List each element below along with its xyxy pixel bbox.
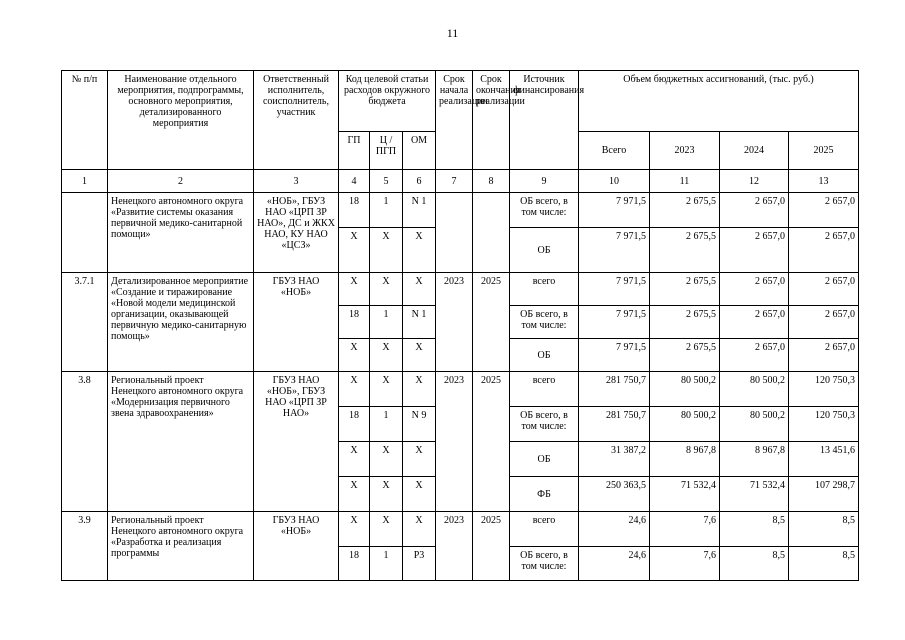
measure-name: Ненецкого автономного округа «Развитие системы оказания первичной медико-санитарной помощи» — [108, 193, 254, 273]
code-cpgp: Х — [370, 512, 403, 547]
amount-total: 7 971,5 — [579, 306, 650, 339]
amount-2025: 2 657,0 — [789, 339, 859, 372]
end-year: 2025 — [473, 512, 510, 581]
funding-source: ОБ всего, в том числе: — [510, 547, 579, 581]
page-number: 11 — [446, 26, 459, 40]
column-number: 8 — [473, 170, 510, 193]
amount-2025: 2 657,0 — [789, 273, 859, 306]
funding-source: всего — [510, 273, 579, 306]
amount-total: 7 971,5 — [579, 193, 650, 228]
responsible: «НОБ», ГБУЗ НАО «ЦРП ЗР НАО», ДС и ЖКХ НАО, КУ НАО «ЦСЗ» — [254, 193, 339, 273]
code-om: Р3 — [403, 547, 436, 581]
code-gp: Х — [339, 372, 370, 407]
row-number: 3.9 — [62, 512, 108, 581]
column-number-row — [62, 170, 859, 193]
code-cpgp: 1 — [370, 547, 403, 581]
code-om: Х — [403, 372, 436, 407]
funding-source: ФБ — [510, 477, 579, 512]
code-cpgp: 1 — [370, 306, 403, 339]
table-row — [62, 512, 859, 547]
code-om: Х — [403, 512, 436, 547]
budget-table — [61, 70, 859, 581]
amount-2023: 2 675,5 — [650, 228, 720, 273]
code-gp: 18 — [339, 407, 370, 442]
column-number: 7 — [436, 170, 473, 193]
amount-total: 7 971,5 — [579, 228, 650, 273]
amount-2023: 2 675,5 — [650, 273, 720, 306]
measure-name: Детализированное мероприятие «Создание и тиражирование «Новой модели медицинской организации, оказывающей первичную медико-санитарную помощь» — [108, 273, 254, 372]
measure-name: Региональный проект Ненецкого автономного округа «Модернизация первичного звена здравоохранения» — [108, 372, 254, 512]
code-cpgp: Х — [370, 477, 403, 512]
code-gp: Х — [339, 477, 370, 512]
amount-2024: 8,5 — [720, 547, 789, 581]
code-cpgp: Х — [370, 442, 403, 477]
measure-name: Региональный проект Ненецкого автономного округа «Разработка и реализация программы — [108, 512, 254, 581]
column-number: 2 — [108, 170, 254, 193]
header-2024: 2024 — [720, 132, 789, 170]
table-row — [62, 372, 859, 407]
header-end: Срок окончания реализации — [473, 71, 510, 170]
header-cpgp: Ц / ПГП — [370, 132, 403, 170]
amount-2024: 71 532,4 — [720, 477, 789, 512]
amount-2023: 80 500,2 — [650, 407, 720, 442]
code-cpgp: Х — [370, 372, 403, 407]
code-gp: 18 — [339, 306, 370, 339]
amount-2024: 8 967,8 — [720, 442, 789, 477]
header-start: Срок начала реализации — [436, 71, 473, 170]
row-number: 3.8 — [62, 372, 108, 512]
amount-total: 24,6 — [579, 547, 650, 581]
code-cpgp: 1 — [370, 407, 403, 442]
column-number: 10 — [579, 170, 650, 193]
end-year: 2025 — [473, 372, 510, 512]
column-number: 5 — [370, 170, 403, 193]
column-number: 3 — [254, 170, 339, 193]
code-om: Х — [403, 477, 436, 512]
funding-source: ОБ всего, в том числе: — [510, 193, 579, 228]
end-year: 2025 — [473, 273, 510, 372]
code-gp: 18 — [339, 547, 370, 581]
amount-total: 281 750,7 — [579, 407, 650, 442]
end-year — [473, 193, 510, 273]
responsible: ГБУЗ НАО «НОБ», ГБУЗ НАО «ЦРП ЗР НАО» — [254, 372, 339, 512]
code-gp: Х — [339, 273, 370, 306]
amount-2025: 120 750,3 — [789, 407, 859, 442]
column-number: 11 — [650, 170, 720, 193]
header-no: № п/п — [62, 71, 108, 170]
amount-2023: 2 675,5 — [650, 339, 720, 372]
amount-2025: 2 657,0 — [789, 306, 859, 339]
row-number: 3.7.1 — [62, 273, 108, 372]
amount-2024: 2 657,0 — [720, 339, 789, 372]
amount-2023: 80 500,2 — [650, 372, 720, 407]
amount-2025: 107 298,7 — [789, 477, 859, 512]
amount-total: 7 971,5 — [579, 339, 650, 372]
header-2023: 2023 — [650, 132, 720, 170]
code-om: N 1 — [403, 193, 436, 228]
header-volume: Объем бюджетных ассигнований, (тыс. руб.) — [579, 71, 859, 132]
responsible: ГБУЗ НАО «НОБ» — [254, 512, 339, 581]
amount-total: 281 750,7 — [579, 372, 650, 407]
amount-total: 250 363,5 — [579, 477, 650, 512]
code-gp: Х — [339, 228, 370, 273]
amount-2023: 7,6 — [650, 512, 720, 547]
amount-2025: 8,5 — [789, 512, 859, 547]
funding-source: ОБ всего, в том числе: — [510, 407, 579, 442]
amount-2025: 2 657,0 — [789, 193, 859, 228]
header-2025: 2025 — [789, 132, 859, 170]
code-gp: Х — [339, 339, 370, 372]
funding-source: всего — [510, 512, 579, 547]
responsible: ГБУЗ НАО «НОБ» — [254, 273, 339, 372]
header-om: ОМ — [403, 132, 436, 170]
amount-2024: 80 500,2 — [720, 372, 789, 407]
amount-2023: 2 675,5 — [650, 306, 720, 339]
funding-source: ОБ — [510, 339, 579, 372]
amount-2023: 8 967,8 — [650, 442, 720, 477]
amount-total: 7 971,5 — [579, 273, 650, 306]
funding-source: ОБ — [510, 228, 579, 273]
code-om: Х — [403, 442, 436, 477]
header-total: Всего — [579, 132, 650, 170]
header-responsible: Ответственный исполнитель, соисполнитель, участник — [254, 71, 339, 170]
start-year: 2023 — [436, 372, 473, 512]
code-gp: Х — [339, 442, 370, 477]
code-gp: 18 — [339, 193, 370, 228]
amount-2025: 13 451,6 — [789, 442, 859, 477]
amount-2024: 2 657,0 — [720, 193, 789, 228]
header-source: Источник финансирования — [510, 71, 579, 170]
row-number — [62, 193, 108, 273]
amount-total: 24,6 — [579, 512, 650, 547]
header-name: Наименование отдельного мероприятия, подпрограммы, основного мероприятия, детализированного мероприятия — [108, 71, 254, 170]
start-year: 2023 — [436, 273, 473, 372]
amount-2024: 2 657,0 — [720, 273, 789, 306]
table-row — [62, 193, 859, 228]
header-gp: ГП — [339, 132, 370, 170]
code-cpgp: Х — [370, 273, 403, 306]
funding-source: ОБ всего, в том числе: — [510, 306, 579, 339]
start-year — [436, 193, 473, 273]
amount-2025: 8,5 — [789, 547, 859, 581]
amount-2023: 71 532,4 — [650, 477, 720, 512]
code-cpgp: 1 — [370, 193, 403, 228]
column-number: 6 — [403, 170, 436, 193]
funding-source: всего — [510, 372, 579, 407]
code-om: Х — [403, 228, 436, 273]
code-gp: Х — [339, 512, 370, 547]
code-om: Х — [403, 339, 436, 372]
amount-2023: 2 675,5 — [650, 193, 720, 228]
code-om: N 1 — [403, 306, 436, 339]
column-number: 9 — [510, 170, 579, 193]
header-code: Код целевой статьи расходов окружного бюджета — [339, 71, 436, 132]
amount-total: 31 387,2 — [579, 442, 650, 477]
amount-2023: 7,6 — [650, 547, 720, 581]
column-number: 13 — [789, 170, 859, 193]
start-year: 2023 — [436, 512, 473, 581]
code-cpgp: Х — [370, 339, 403, 372]
amount-2025: 120 750,3 — [789, 372, 859, 407]
amount-2024: 2 657,0 — [720, 306, 789, 339]
column-number: 4 — [339, 170, 370, 193]
code-om: Х — [403, 273, 436, 306]
amount-2024: 80 500,2 — [720, 407, 789, 442]
amount-2024: 8,5 — [720, 512, 789, 547]
code-cpgp: Х — [370, 228, 403, 273]
column-number: 12 — [720, 170, 789, 193]
amount-2024: 2 657,0 — [720, 228, 789, 273]
column-number: 1 — [62, 170, 108, 193]
funding-source: ОБ — [510, 442, 579, 477]
amount-2025: 2 657,0 — [789, 228, 859, 273]
table-row — [62, 273, 859, 306]
code-om: N 9 — [403, 407, 436, 442]
